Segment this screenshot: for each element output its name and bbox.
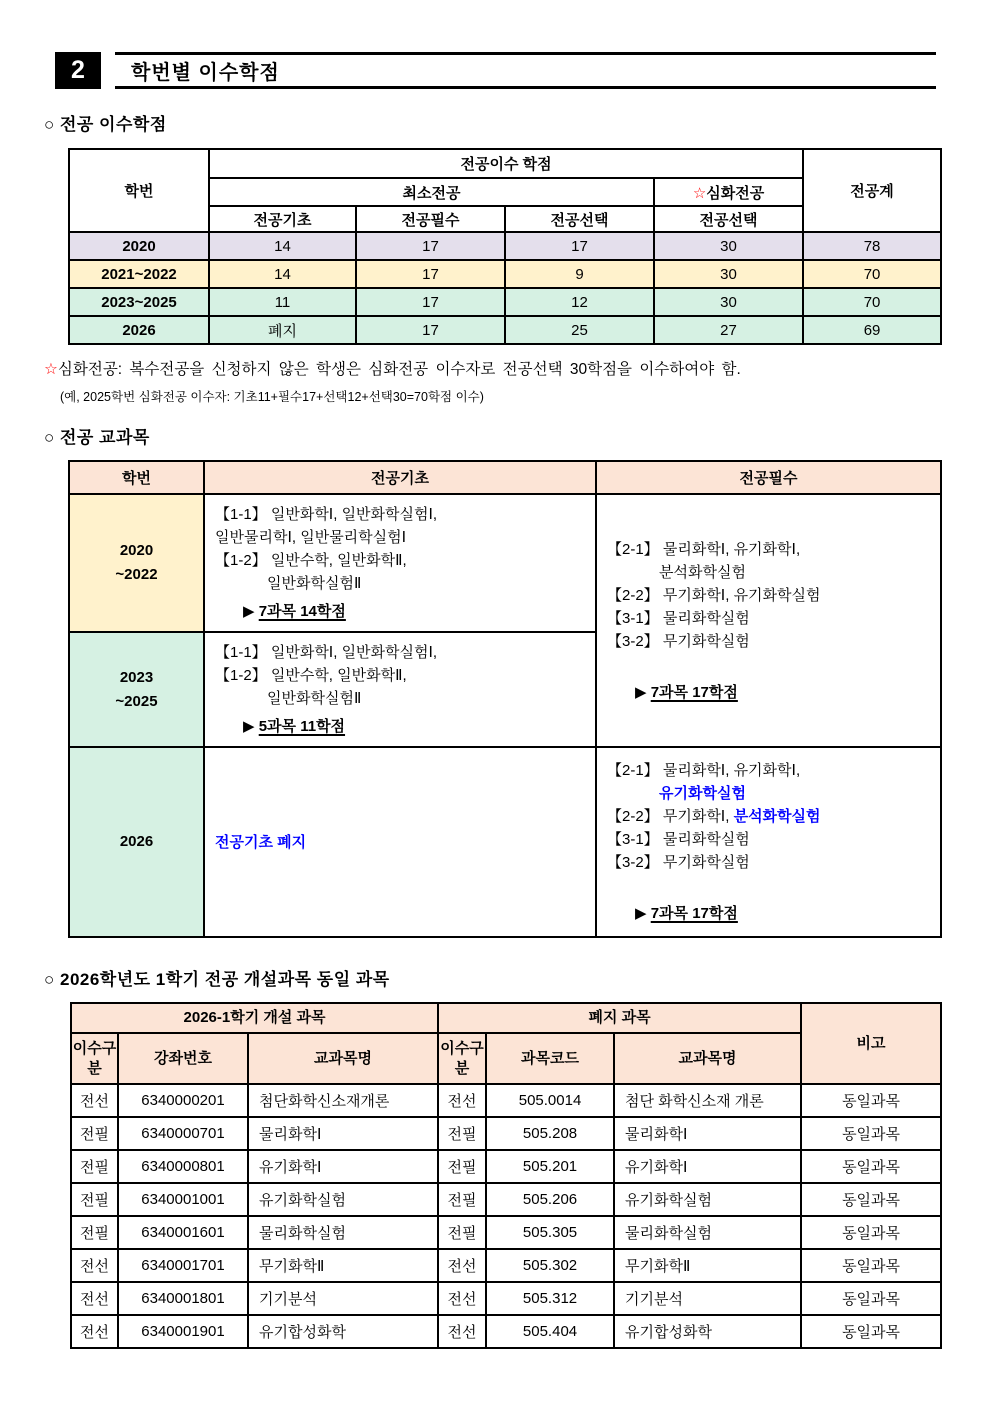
course-line: 【1-2】 일반수학, 일반화학Ⅱ, xyxy=(215,552,407,569)
course-line: 【3-1】 물리화학실험 xyxy=(607,831,750,848)
data-cell-pilsu xyxy=(596,747,941,937)
table-row xyxy=(69,149,941,178)
triangle-icon: ▶ xyxy=(635,905,647,922)
data-cell: 6340000801 xyxy=(118,1150,248,1183)
table-row xyxy=(71,1315,941,1348)
table-row xyxy=(71,1249,941,1282)
header-cell-min-major: 최소전공 xyxy=(209,178,654,206)
table-row xyxy=(71,1216,941,1249)
data-cell: 78 xyxy=(803,232,941,260)
table-row-2023-2025 xyxy=(69,288,941,316)
header-cell: 교과목명 xyxy=(248,1033,438,1084)
course-text: 【2-2】 무기화학Ⅰ, xyxy=(607,808,734,825)
data-cell-hakbun: 2021~2022 xyxy=(69,260,209,288)
table-row-2026 xyxy=(69,747,941,937)
data-cell: 무기화학Ⅱ xyxy=(248,1249,438,1282)
header-cell: 교과목명 xyxy=(614,1033,801,1084)
header-bar xyxy=(55,52,936,89)
table-row xyxy=(71,1084,941,1117)
data-cell: 폐지 xyxy=(209,316,356,344)
header-cell: 전공선택 xyxy=(505,206,654,232)
data-cell: 30 xyxy=(654,288,803,316)
data-cell: 첨단 화학신소재 개론 xyxy=(614,1084,801,1117)
credits-table xyxy=(68,148,942,345)
data-cell: 14 xyxy=(209,260,356,288)
data-cell: 6340001901 xyxy=(118,1315,248,1348)
table-row xyxy=(71,1183,941,1216)
table-row-2020-2022 xyxy=(69,494,941,632)
star-icon: ☆ xyxy=(692,184,707,202)
data-cell-year xyxy=(69,494,204,632)
course-line: 【2-1】 물리화학Ⅰ, 유기화학Ⅰ, xyxy=(607,762,801,779)
summary-text: 7과목 14학점 xyxy=(258,603,346,620)
data-cell: 동일과목 xyxy=(801,1150,941,1183)
header-cell: 전공필수 xyxy=(356,206,505,232)
course-line: 【3-2】 무기화학실험 xyxy=(607,854,750,871)
table-row xyxy=(71,1003,941,1033)
data-cell: 6340000201 xyxy=(118,1084,248,1117)
header-cell-deep-major xyxy=(654,178,803,206)
year-line: ~2022 xyxy=(115,566,158,583)
header-cell-sum: 전공계 xyxy=(803,149,941,232)
data-cell: 동일과목 xyxy=(801,1216,941,1249)
data-cell: 505.305 xyxy=(486,1216,614,1249)
data-cell: 505.302 xyxy=(486,1249,614,1282)
course-line xyxy=(607,805,932,828)
data-cell-hakbun: 2020 xyxy=(69,232,209,260)
data-cell: 유기합성화학 xyxy=(248,1315,438,1348)
data-cell: 17 xyxy=(356,260,505,288)
section-heading-equivalent-courses: ○ 2026학년도 1학기 전공 개설과목 동일 과목 xyxy=(44,970,390,989)
course-line: 【2-2】 무기화학Ⅰ, 유기화학실험 xyxy=(607,586,821,604)
course-line: 【1-1】 일반화학Ⅰ, 일반화학실험Ⅰ, xyxy=(215,644,438,661)
course-line: 【1-2】 일반수학, 일반화학Ⅱ, xyxy=(215,667,407,684)
data-cell: 전필 xyxy=(438,1216,486,1249)
table-row-2020 xyxy=(69,232,941,260)
year-line: 2020 xyxy=(119,542,154,559)
course-line: 분석화학실험 xyxy=(659,563,746,581)
data-cell: 전선 xyxy=(71,1249,118,1282)
course-line: 【2-1】 물리화학Ⅰ, 유기화학Ⅰ, xyxy=(607,540,801,558)
data-cell: 30 xyxy=(654,232,803,260)
data-cell-year xyxy=(69,632,204,747)
year-line: ~2025 xyxy=(115,692,158,710)
data-cell: 전선 xyxy=(71,1084,118,1117)
data-cell: 505.312 xyxy=(486,1282,614,1315)
data-cell: 전선 xyxy=(438,1249,486,1282)
data-cell: 27 xyxy=(654,316,803,344)
header-cell: 이수구분 xyxy=(438,1033,486,1084)
summary-text: 5과목 11학점 xyxy=(258,718,346,735)
data-cell-hakbun: 2026 xyxy=(69,316,209,344)
data-cell: 물리화학Ⅰ xyxy=(248,1117,438,1150)
data-cell: 505.0014 xyxy=(486,1084,614,1117)
data-cell: 동일과목 xyxy=(801,1249,941,1282)
note-text: 심화전공: 복수전공을 신청하지 않은 학생은 심화전공 이수자로 전공선택 30학점을 이수하여야 함. xyxy=(57,361,741,378)
deep-major-note xyxy=(44,357,944,379)
data-cell: 유기합성화학 xyxy=(614,1315,801,1348)
course-line: 일반화학실험Ⅱ xyxy=(267,690,362,707)
data-cell: 동일과목 xyxy=(801,1282,941,1315)
summary-line xyxy=(215,600,587,623)
data-cell: 25 xyxy=(505,316,654,344)
data-cell: 동일과목 xyxy=(801,1084,941,1117)
header-cell-total: 전공이수 학점 xyxy=(209,149,803,178)
data-cell: 유기화학실험 xyxy=(614,1183,801,1216)
table-row xyxy=(71,1117,941,1150)
document-title: 학번별 이수학점 xyxy=(115,52,936,89)
data-cell: 전선 xyxy=(438,1084,486,1117)
data-cell-hakbun: 2023~2025 xyxy=(69,288,209,316)
header-cell: 이수구분 xyxy=(71,1033,118,1084)
data-cell-gicho xyxy=(204,494,596,632)
header-cell-pilsu: 전공필수 xyxy=(596,461,941,494)
data-cell: 505.201 xyxy=(486,1150,614,1183)
deep-major-note-example: (예, 2025학번 심화전공 이수자: 기초11+필수17+선택12+선택30=70학점 이수) xyxy=(60,390,484,404)
data-cell: 물리화학실험 xyxy=(614,1216,801,1249)
data-cell: 동일과목 xyxy=(801,1315,941,1348)
data-cell: 505.404 xyxy=(486,1315,614,1348)
summary-text: 7과목 17학점 xyxy=(650,683,738,701)
header-cell: 전공선택 xyxy=(654,206,803,232)
data-cell: 첨단화학신소재개론 xyxy=(248,1084,438,1117)
data-cell: 전필 xyxy=(71,1150,118,1183)
courses-table xyxy=(68,460,942,938)
course-line: 【3-2】 무기화학실험 xyxy=(607,632,750,650)
section-heading-major-credits: ○ 전공 이수학점 xyxy=(44,115,167,134)
data-cell: 9 xyxy=(505,260,654,288)
table-row xyxy=(71,1282,941,1315)
table-row xyxy=(71,1150,941,1183)
data-cell: 14 xyxy=(209,232,356,260)
header-cell-gicho: 전공기초 xyxy=(204,461,596,494)
table-row-2021-2022 xyxy=(69,260,941,288)
data-cell: 17 xyxy=(505,232,654,260)
header-cell-hakbun: 학번 xyxy=(69,461,204,494)
section-number-badge: 2 xyxy=(55,52,101,89)
data-cell: 전선 xyxy=(438,1315,486,1348)
data-cell: 전필 xyxy=(438,1117,486,1150)
abolished-note: 전공기초 폐지 xyxy=(215,833,307,851)
data-cell: 69 xyxy=(803,316,941,344)
data-cell-gicho xyxy=(204,632,596,747)
table-row-2026 xyxy=(69,316,941,344)
equivalence-table xyxy=(70,1002,942,1349)
data-cell: 6340000701 xyxy=(118,1117,248,1150)
data-cell-pilsu-merged xyxy=(596,494,941,747)
data-cell: 물리화학실험 xyxy=(248,1216,438,1249)
course-text-new: 분석화학실험 xyxy=(733,808,821,825)
data-cell: 505.206 xyxy=(486,1183,614,1216)
data-cell: 전필 xyxy=(71,1216,118,1249)
section-heading-major-courses: ○ 전공 교과목 xyxy=(44,428,150,447)
data-cell: 전필 xyxy=(71,1183,118,1216)
data-cell: 6340001601 xyxy=(118,1216,248,1249)
data-cell: 505.208 xyxy=(486,1117,614,1150)
data-cell: 전선 xyxy=(438,1282,486,1315)
data-cell: 동일과목 xyxy=(801,1183,941,1216)
deep-major-label: 심화전공 xyxy=(706,184,765,202)
course-line: 일반화학실험Ⅱ xyxy=(267,575,362,592)
summary-line xyxy=(607,681,932,704)
data-cell: 17 xyxy=(356,316,505,344)
spacer xyxy=(607,874,932,897)
course-line: 【1-1】 일반화학Ⅰ, 일반화학실험Ⅰ, xyxy=(215,506,438,523)
data-cell: 70 xyxy=(803,288,941,316)
year-line: 2023 xyxy=(119,668,154,686)
course-line: 일반물리학Ⅰ, 일반물리학실험Ⅰ xyxy=(215,529,407,546)
header-cell: 전공기초 xyxy=(209,206,356,232)
summary-text: 7과목 17학점 xyxy=(650,905,738,922)
data-cell: 무기화학Ⅱ xyxy=(614,1249,801,1282)
data-cell: 전필 xyxy=(71,1117,118,1150)
data-cell: 전선 xyxy=(71,1282,118,1315)
data-cell: 6340001701 xyxy=(118,1249,248,1282)
group-header-closed: 폐지 과목 xyxy=(438,1003,801,1033)
data-cell: 6340001001 xyxy=(118,1183,248,1216)
triangle-icon: ▶ xyxy=(243,603,255,620)
summary-line xyxy=(215,715,587,738)
data-cell: 전필 xyxy=(438,1183,486,1216)
data-cell-gicho xyxy=(204,747,596,937)
data-cell: 물리화학Ⅰ xyxy=(614,1117,801,1150)
star-icon: ☆ xyxy=(44,361,58,378)
spacer xyxy=(607,653,932,676)
data-cell: 동일과목 xyxy=(801,1117,941,1150)
header-cell: 과목코드 xyxy=(486,1033,614,1084)
data-cell: 기기분석 xyxy=(248,1282,438,1315)
data-cell: 70 xyxy=(803,260,941,288)
data-cell: 유기화학Ⅰ xyxy=(614,1150,801,1183)
data-cell: 12 xyxy=(505,288,654,316)
table-row xyxy=(69,461,941,494)
data-cell: 17 xyxy=(356,288,505,316)
data-cell: 30 xyxy=(654,260,803,288)
data-cell: 유기화학Ⅰ xyxy=(248,1150,438,1183)
group-header-open: 2026-1학기 개설 과목 xyxy=(71,1003,438,1033)
triangle-icon: ▶ xyxy=(635,683,647,701)
data-cell: 전필 xyxy=(438,1150,486,1183)
course-line-new: 유기화학실험 xyxy=(659,785,746,802)
triangle-icon: ▶ xyxy=(243,718,255,735)
data-cell: 전선 xyxy=(71,1315,118,1348)
summary-line xyxy=(607,902,932,925)
data-cell: 기기분석 xyxy=(614,1282,801,1315)
data-cell-year: 2026 xyxy=(69,747,204,937)
data-cell: 11 xyxy=(209,288,356,316)
course-line: 【3-1】 물리화학실험 xyxy=(607,609,750,627)
data-cell: 유기화학실험 xyxy=(248,1183,438,1216)
group-header-note: 비고 xyxy=(801,1003,941,1084)
header-cell-hakbun: 학번 xyxy=(69,149,209,232)
data-cell: 6340001801 xyxy=(118,1282,248,1315)
header-cell: 강좌번호 xyxy=(118,1033,248,1084)
data-cell: 17 xyxy=(356,232,505,260)
